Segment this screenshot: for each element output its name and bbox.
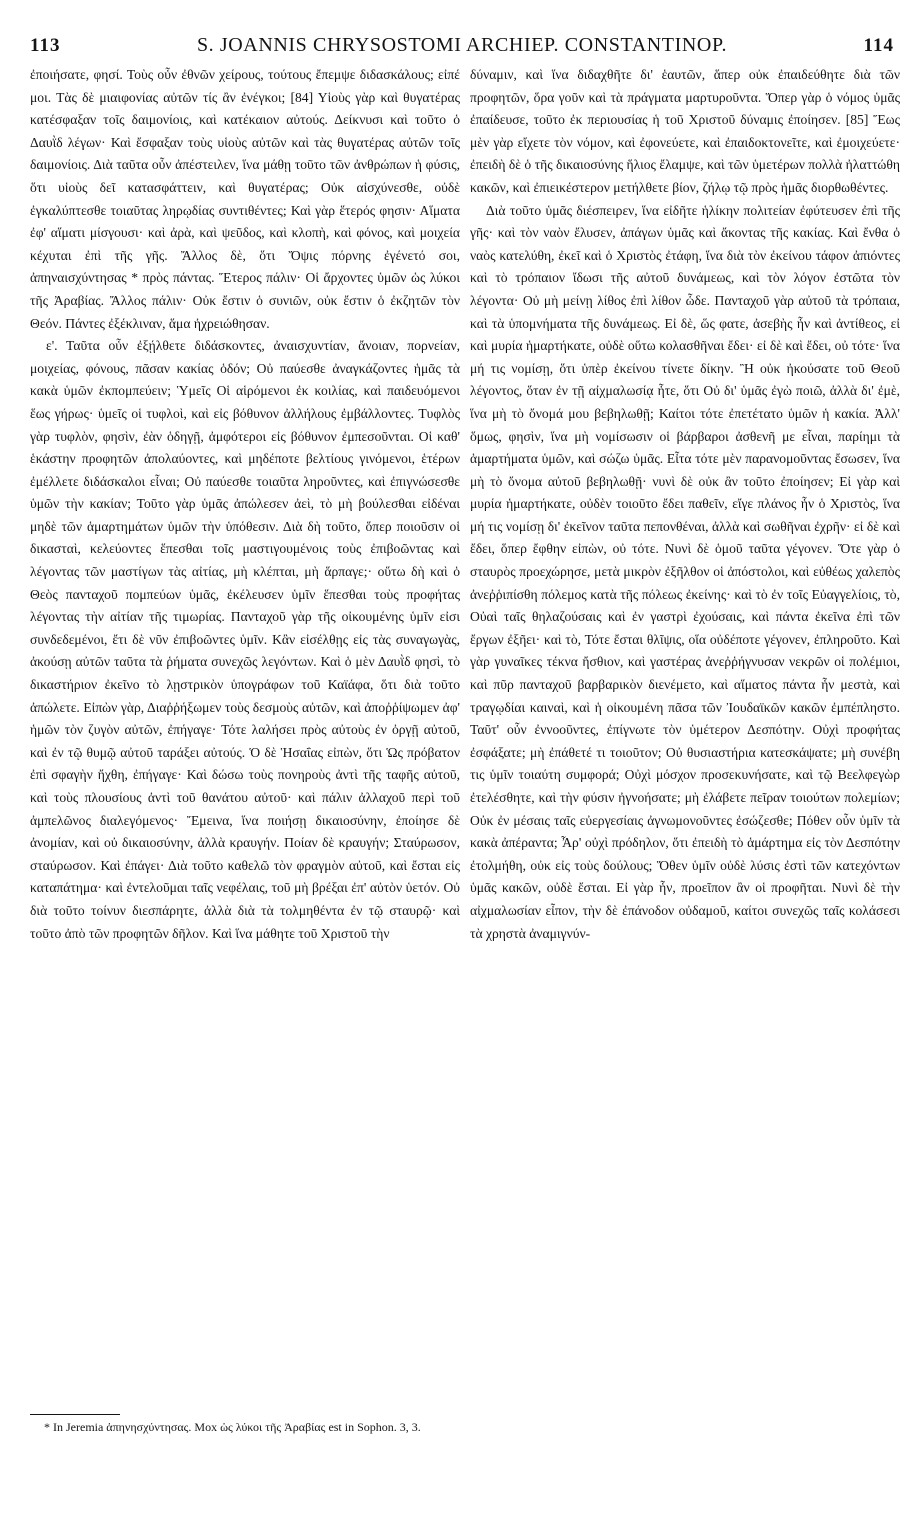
left-page-number: 113 [30,35,61,56]
right-paragraph-2: Διὰ τοῦτο ὑμᾶς διέσπειρεν, ἵνα εἰδῆτε ἡλίκην πολιτείαν ἐφύτευσεν ἐπὶ τῆς γῆς· καὶ τὸν ναὸν ἔλυσεν, ἀπάγων ὑμᾶς καὶ ἄκοντας τῆς κακίας. Καὶ ἔνθα ὁ ναὸς κατελύθη, ἐκεῖ καὶ ὁ Χριστὸς ἐτάφη, ἵνα διὰ τὸν ἐκείνου τάφον ἀπιόντες καὶ τὸ τρόπαιον ἴδωσι τῆς αὐτοῦ δυνάμεως, καὶ τὸν λόγον ἐστῶτα τὸν λέγοντα· Οὐ μὴ μείνῃ λίθος ἐπὶ λίθον ὧδε. Πανταχοῦ γὰρ αὐτοῦ τὰ τρόπαια, καὶ τὰ ὑπομνήματα τῆς δυνάμεως. Εἰ δὲ, ὥς φατε, ἀσεβὴς ἦν καὶ ἀντίθεος, εἰ καὶ μυρία ἡμαρτήκατε, οὐδὲ οὕτω κολασθῆναι ἔδει· εἰ δὲ καὶ ἔδει, οὐ τότε· ἵνα μή τις νομίσῃ, ὅτι ὑπὲρ ἐκείνου τίνετε δίκην. Ἢ οὐκ ἠκούσατε τοῦ Θεοῦ λέγοντος, ὅταν ἐν τῇ αἰχμαλωσίᾳ ἦτε, ὅτι Οὐ δι' ὑμᾶς ἐγὼ ποιῶ, ἀλλὰ δι' ἐμὲ, ἵνα μὴ τὸ ὄνομά μου βεβηλωθῇ; Καίτοι τότε ἐπετέτατο ὑμῶν ἡ κακία. Ἀλλ' ὅμως, φησὶν, ἵνα μὴ νομίσωσιν οἱ βάρβαροι ἀσθενῆ με εἶναι, παρίημι τὰ ἁμαρτήματα ὑμῶν, καὶ σώζω ὑμᾶς. Εἶτα τότε μὲν παρανομοῦντας ἔσωσεν, ἵνα μὴ τὸ ὄνομα αὐτοῦ βεβηλωθῇ· νυνὶ δὲ οὐκ ἂν τοῦτο ἐποίησεν; Εἰ γὰρ καὶ μυρία ἡμαρτήκατε, οὐδὲν τοιοῦτο ἔδει παθεῖν, εἴγε πλάνος ἦν ὁ Χριστὸς, ἵνα μή τις νομίσῃ δι' ἐκεῖνον ταῦτα πεπονθέναι, ἀλλὰ καὶ σωθῆναι ἐχρῆν· εἰ δὲ καὶ ἔδει, ὅπερ ἔφθην εἰπὼν, οὐ τότε. Νυνὶ δὲ ὁμοῦ ταῦτα γέγονεν. Ὅτε γὰρ ὁ σταυρὸς προεχώρησε, μετὰ μικρὸν ἐξῆλθον οἱ ἀπόστολοι, καὶ εὐθέως χαλεπὸς ἀνεῤῥιπίσθη πόλεμος κατὰ τῆς πόλεως ἐκείνης· καὶ τὸ ἐν τοῖς Εὐαγγελίοις, τὸ, Οὐαὶ ταῖς θηλαζούσαις καὶ ἐν γαστρὶ ἐχούσαις, καὶ πάντα ἐκεῖνα ἐπὶ τῶν ἔργων ἐξῆει· καὶ τὸ, Τότε ἔσται θλῖψις, οἵα οὐδέποτε γέγονεν, ἐπληροῦτο. Καὶ γὰρ γυναῖκες τέκνα ἤσθιον, καὶ γαστέρας ἀνεῤῥήγνυσαν νεκρῶν οἱ πολέμιοι, καὶ πῦρ πανταχοῦ βαρβαρικὸν διενέμετο, καὶ αἵματος πάντα ἦν μεστὰ, καὶ τραγῳδίαι καιναὶ, καὶ ἡ οἰκουμένη πᾶσα τῶν Ἰουδαϊκῶν κακῶν ἐμπέπληστο. Ταῦτ' οὖν ἐννοοῦντες, ἐπίγνωτε τὸν ὑμέτερον Δεσπότην. Οὐχὶ προφήτας ἐσφάξατε; μὴ ἐπάθετέ τι τοιοῦτον; Οὐ θυσιαστήρια κατεσκάψατε; μὴ συνέβη τις ὑμῖν τοιαύτη συμφορά; Οὐχὶ μόσχον προσεκυνήσατε, καὶ τῷ Βεελφεγὼρ ἐτελέσθητε, καὶ τὴν φύσιν ἠγνοήσατε; μὴ ἐλάβετε πεῖραν τοιούτων πολεμίων; Οὐκ ἐν μέσαις ταῖς εὐεργεσίαις ἀγνωμονοῦντες ἐσώζεσθε; Πόθεν οὖν ὑμῖν τὰ κακὰ ἀπέραντα; Ἆρ' οὐχὶ πρόδηλον, ὅτι ἐπειδὴ τὸ ἁμάρτημα εἰς τὸν Δεσπότην ἐτολμήθη, οὐκ εἰς τοὺς δούλους; Ὅθεν ὑμῖν οὐδὲ λύσις ἐστὶ τῶν κατεχόντων ὑμᾶς κακῶν, οὐδὲ ἔσται. Εἰ γὰρ ἦν, προεῖπον ἂν οἱ προφῆται. Νυνὶ δὲ τὴν αἰχμαλωσίαν εἶπον, τὴν δὲ ἐπάνοδον οὐδαμοῦ, καίτοι συνεχῶς ταῖς κολάσεσι τὰ χρηστὰ ἀναμιγνύν- [470,202,900,941]
left-paragraph-2: ε'. Ταῦτα οὖν ἐξῄλθετε διδάσκοντες, ἀναισχυντίαν, ἄνοιαν, πορνείαν, μοιχείας, φόνους, πᾶσαν κακίας ὁδόν; Οὐ παύεσθε ἀναγκάζοντες ἡμᾶς τὰ κακὰ ὑμῶν ἐκπομπεύειν; Ὑμεῖς Οἱ αἱρόμενοι ἐκ κοιλίας, καὶ παιδευόμενοι ἕως γήρως· ὑμεῖς οἱ τυφλοὶ, καὶ εἰς βόθυνον ἀλλήλους ἐμβάλλοντες. Τυφλὸς γὰρ τυφλὸν, φησὶν, ἐὰν ὁδηγῇ, ἀμφότεροι εἰς βόθυνον ἐμπεσοῦνται. Οἱ καθ' ἑκάστην προφητῶν ἀπολαύοντες, καὶ μηδέποτε βελτίους γινόμενοι, ἑτέρων ἐμέλλετε διδάσκαλοι εἶναι; Οὐ παύεσθε τοιαῦτα ληροῦντες, καὶ ἐπιγνώσεσθε ὑμῶν τὴν κακίαν; Τοῦτο γὰρ ὑμᾶς ἀπώλεσεν ἀεὶ, τὸ μὴ βούλεσθαι εἰδέναι μηδὲ τῶν ἁμαρτημάτων ὑμῶν τὴν ὑπόθεσιν. Διὰ δὴ τοῦτο, ὅπερ ποιοῦσιν οἱ δικασταὶ, κελεύοντες ἕπεσθαι τοῖς μαστιγουμένοις τοὺς ἐπιβοῶντας καὶ λέγοντας τῶν μαστίγων τὰς αἰτίας, μὴ κλέπται, μὴ ἅρπαγε;· οὕτω δὴ καὶ ὁ Θεὸς πανταχοῦ πομπεύων ὑμᾶς, ἐκέλευσεν ὑμῖν ἕπεσθαι τοὺς προφήτας λέγοντας τὴν αἰτίαν τῆς τιμωρίας. Πανταχοῦ γὰρ τῆς οἰκουμένης ὑμῖν εἰσι συνδεδεμένοι, ἔτι δὲ νῦν ἐπιβοῶντες ὑμῖν. Κἂν εἰσέλθῃς εἰς τὰς συναγωγὰς, ἀκούσῃ αὐτῶν ταῦτα τὰ ῥήματα συνεχῶς λεγόντων. Καὶ ὁ μὲν Δαυῒδ φησὶ, τὸ δικαστήριον ἐκεῖνο τὸ λῃστρικὸν ὑπογράφων τοῦ Καϊάφα, ὅτι διὰ τοῦτο ἀπώλετε. Εἰπὼν γὰρ, Διαῤῥήξωμεν τοὺς δεσμοὺς αὐτῶν, καὶ ἀποῤῥίψωμεν ἀφ' ἡμῶν τὸν ζυγὸν αὐτῶν, ἐπήγαγε· Τότε λαλήσει πρὸς αὐτοὺς ἐν ὀργῇ αὐτοῦ, καὶ ἐν τῷ θυμῷ αὐτοῦ ταράξει αὐτούς. Ὁ δὲ Ἡσαΐας εἰπὼν, ὅτι Ὡς πρόβατον ἐπὶ σφαγὴν ἤχθη, ἐπήγαγε· Καὶ δώσω τοὺς πονηροὺς ἀντὶ τῆς ταφῆς αὐτοῦ, καὶ τοὺς πλουσίους ἀντὶ τοῦ θανάτου αὐτοῦ· καὶ πάλιν ἀλλαχοῦ περὶ τοῦ ἀμπελῶνος διαλεγόμενος· Ἔμεινα, ἵνα ποιήσῃ δικαιοσύνην, ἐποίησε δὲ ἀνομίαν, καὶ οὐ δικαιοσύνην, ἀλλὰ κραυγήν. Ποίαν δὲ κραυγήν; Σταύρωσον, σταύρωσον. Καὶ ἐπάγει· Διὰ τοῦτο καθελῶ τὸν φραγμὸν αὐτοῦ, καὶ ἔσται εἰς καταπάτημα· καὶ ἐντελοῦμαι ταῖς νεφέλαις, τοῦ μὴ βρέξαι ἐπ' αὐτὸν ὑετόν. Οὐ διὰ τοῦτο τοίνυν διεσπάρητε, ἀλλὰ διὰ τὰ τολμηθέντα ἐν τῷ σταυρῷ· καὶ τοῦτο ἀπὸ τῶν προφητῶν δῆλον. Καὶ ἵνα μάθητε τοῦ Χριστοῦ τὴν [30,338,460,941]
page-header [30,34,894,62]
right-paragraph-1: δύναμιν, καὶ ἵνα διδαχθῆτε δι' ἑαυτῶν, ἅπερ οὐκ ἐπαιδεύθητε διὰ τῶν προφητῶν, ὅρα γοῦν καὶ τὰ πράγματα μαρτυροῦντα. Ὅπερ γὰρ ὁ νόμος ὑμᾶς ἐπαίδευσε, τοῦτο ἐκ περιουσίας ἡ τοῦ Χριστοῦ δύναμις ἐποίησεν. [85] Ἕως μὲν γὰρ εἴχετε τὸν νόμον, καὶ ἐφονεύετε, καὶ ἐπαιδοκτονεῖτε, καὶ ἐμοιχεύετε· ἐπειδὴ δὲ ὁ τῆς δικαιοσύνης ἥλιος ἔλαμψε, καὶ τῶν ὑμετέρων πολλὰ ἠλαττώθη κακῶν, καὶ ἐπιεικέστερον μετήλθετε βίον, ζήλῳ τῷ πρὸς ἡμᾶς διορθωθέντες. [470,67,900,195]
left-paragraph-1: ἐποιήσατε, φησί. Τοὺς οὖν ἐθνῶν χείρους, τούτους ἔπεμψε διδασκάλους; εἰπέ μοι. Τὰς δὲ μιαιφονίας αὐτῶν τίς ἂν ἐνέγκοι; [84] Υἱοὺς γὰρ καὶ θυγατέρας κατέσφαξαν τοῖς δαιμονίοις, καὶ κατέκαιον αὐτούς. Δείκνυσι καὶ τοῦτο ὁ Δαυῒδ λέγων· Καὶ ἔσφαξαν τοὺς υἱοὺς αὐτῶν καὶ τὰς θυγατέρας αὐτῶν τοῖς δαιμονίοις. Διὰ ταῦτα οὖν ἀπέστειλεν, ἵνα μάθῃ τοῦτο τῶν ἀνθρώπων ἡ φύσις, ὅτι υἱοὺς δεῖ κατασφάττειν, καὶ θυγατέρας; Οὐκ αἰσχύνεσθε, οὐδὲ ἐγκαλύπτεσθε τοιαῦτας ληρῳδίας συντιθέντες; Καὶ γὰρ ἕτερός φησιν· Αἵματα ἐφ' αἵματι μίσγουσι· καὶ ἀρὰ, καὶ ψεῦδος, καὶ κλοπὴ, καὶ φόνος, καὶ μοιχεία κέχυται ἐπὶ τῆς γῆς. Ἄλλος δὲ, ὅτι Ὄψις πόρνης ἐγένετό σοι, ἀπηναισχύντησας * πρὸς πάντας. Ἕτερος πάλιν· Οἱ ἄρχοντες ὑμῶν ὡς λύκοι τῆς Ἀραβίας. Ἄλλος πάλιν· Οὐκ ἔστιν ὁ συνιῶν, οὐκ ἔστιν ὁ ἐκζητῶν τὸν Θεόν. Πάντες ἐξέκλιναν, ἅμα ἠχρειώθησαν. [30,67,460,331]
right-page-number: 114 [863,35,894,56]
right-column [470,64,900,945]
footnote-rule [30,1414,120,1415]
footnote: * In Jeremia ἀπηνησχύντησας. Mox ὡς λύκοι τῆς Ἀραβίας est in Sophon. 3, 3. [44,1420,421,1434]
running-title: S. JOANNIS CHRYSOSTOMI ARCHIEP. CONSTANTINOP. [196,34,728,56]
left-column [30,64,460,945]
